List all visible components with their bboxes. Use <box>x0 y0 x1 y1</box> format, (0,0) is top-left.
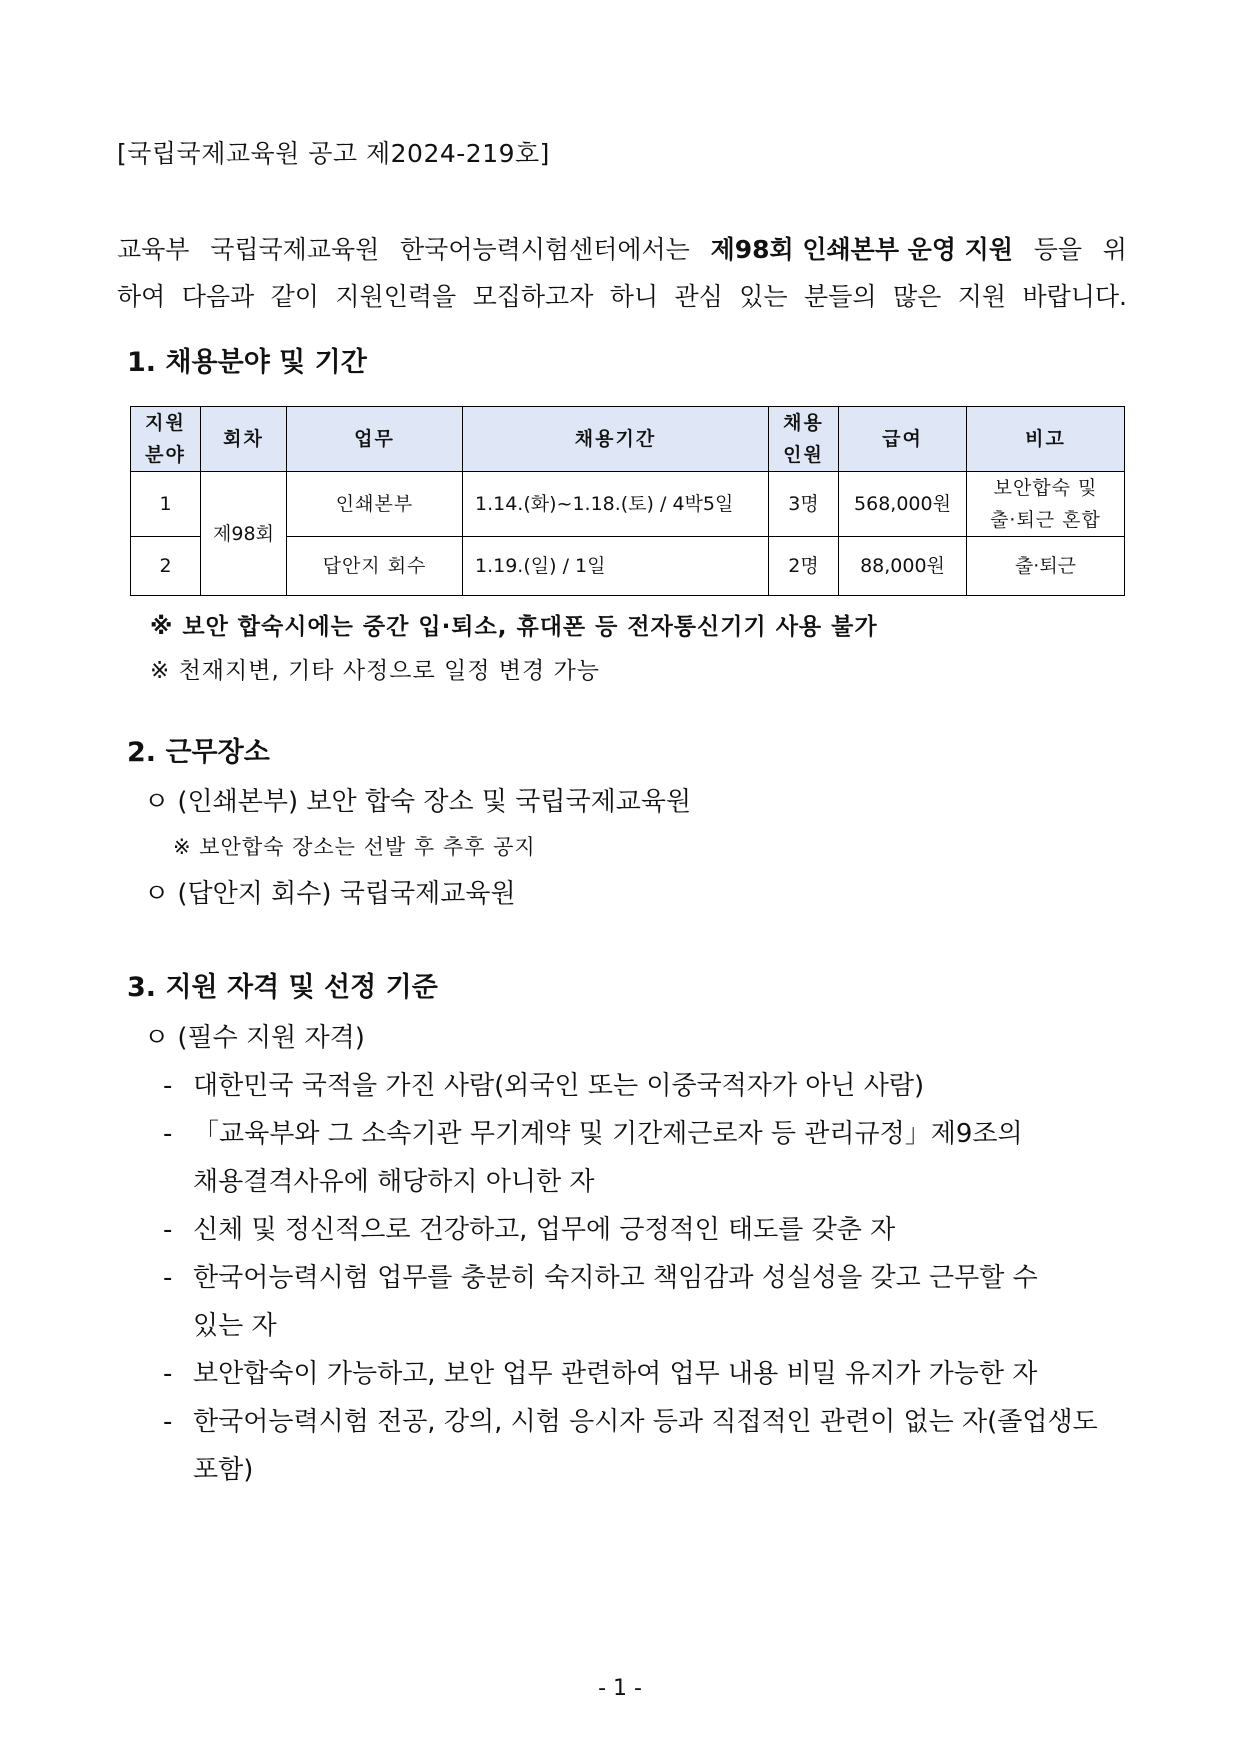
header-field: 지원 분야 <box>131 407 201 472</box>
intro-word: 있는 <box>739 282 788 311</box>
recruitment-table <box>130 406 1125 596</box>
cell-task: 답안지 회수 <box>287 537 463 596</box>
intro-word: 관심 <box>674 282 723 311</box>
cell-period: 1.19.(일) / 1일 <box>463 537 769 596</box>
intro-line-1 <box>117 226 1127 273</box>
security-note: ※ 보안 합숙시에는 중간 입·퇴소, 휴대폰 등 전자통신기기 사용 불가 <box>150 614 878 640</box>
cell-remark: 보안합숙 및 출·퇴근 혼합 <box>967 472 1125 537</box>
intro-word: 교육부 <box>117 235 190 264</box>
intro-highlight: 제98회 인쇄본부 운영 지원 <box>710 235 1013 264</box>
cell-session: 제98회 <box>201 472 287 596</box>
list-item-text-cont: 있는 자 <box>193 1311 277 1341</box>
intro-word: 많은 <box>892 282 942 311</box>
list-item <box>163 1254 1123 1350</box>
intro-word: 등을 <box>1033 235 1083 264</box>
workplace-collection: ㅇ (답안지 회수) 국립국제교육원 <box>144 879 516 909</box>
dash-mark: - <box>163 1407 173 1437</box>
qualification-list <box>163 1062 1123 1494</box>
cell-no: 1 <box>131 472 201 537</box>
cell-remark: 출·퇴근 <box>967 537 1125 596</box>
table-header-row <box>131 407 1125 472</box>
cell-task: 인쇄본부 <box>287 472 463 537</box>
list-item-text: 「교육부와 그 소속기관 무기계약 및 기간제근로자 등 관리규정」제9조의 <box>193 1119 1023 1149</box>
intro-paragraph <box>117 226 1127 320</box>
intro-word: 모집하고자 <box>472 282 594 311</box>
header-task: 업무 <box>287 407 463 472</box>
intro-word: 하니 <box>609 282 659 311</box>
list-item <box>163 1398 1123 1494</box>
intro-word: 한국어능력시험센터에서는 <box>400 235 690 264</box>
dash-mark: - <box>163 1215 173 1245</box>
cell-pay: 568,000원 <box>839 472 967 537</box>
list-item-text: 보안합숙이 가능하고, 보안 업무 관련하여 업무 내용 비밀 유지가 가능한 자 <box>193 1359 1038 1389</box>
intro-word: 하여 <box>117 282 166 311</box>
header-pay: 급여 <box>839 407 967 472</box>
dash-mark: - <box>163 1071 173 1101</box>
intro-word: 국립국제교육원 <box>210 235 380 264</box>
cell-period: 1.14.(화)~1.18.(토) / 4박5일 <box>463 472 769 537</box>
intro-word: 지원인력을 <box>335 282 457 311</box>
notice-number: [국립국제교육원 공고 제2024-219호] <box>117 139 550 168</box>
cell-count: 2명 <box>769 537 839 596</box>
intro-word: 지원 <box>957 282 1006 311</box>
list-item-text-cont: 채용결격사유에 해당하지 아니한 자 <box>193 1167 595 1197</box>
list-item-text: 한국어능력시험 업무를 충분히 숙지하고 책임감과 성실성을 갖고 근무할 수 <box>193 1263 1038 1293</box>
dash-mark: - <box>163 1359 173 1389</box>
workplace-printing: ㅇ (인쇄본부) 보안 합숙 장소 및 국립국제교육원 <box>144 787 692 817</box>
table-row <box>131 472 1125 537</box>
dash-mark: - <box>163 1263 173 1293</box>
header-session: 회차 <box>201 407 287 472</box>
list-item <box>163 1350 1123 1398</box>
list-item-text: 한국어능력시험 전공, 강의, 시험 응시자 등과 직접적인 관련이 없는 자(졸업생도 <box>193 1407 1098 1437</box>
required-qualification-heading: ㅇ (필수 지원 자격) <box>144 1023 365 1053</box>
list-item-text-cont: 포함) <box>193 1455 254 1485</box>
section-2-title: 2. 근무장소 <box>127 737 270 768</box>
dash-mark: - <box>163 1119 173 1149</box>
cell-pay: 88,000원 <box>839 537 967 596</box>
header-period: 채용기간 <box>463 407 769 472</box>
page-number: - 1 - <box>598 1676 642 1701</box>
intro-word: 다음과 <box>181 282 255 311</box>
section-3-title: 3. 지원 자격 및 선정 기준 <box>127 972 438 1003</box>
list-item-text: 신체 및 정신적으로 건강하고, 업무에 긍정적인 태도를 갖춘 자 <box>193 1215 896 1245</box>
cell-no: 2 <box>131 537 201 596</box>
header-count: 채용 인원 <box>769 407 839 472</box>
section-1-title: 1. 채용분야 및 기간 <box>127 347 367 378</box>
list-item <box>163 1110 1123 1206</box>
cell-count: 3명 <box>769 472 839 537</box>
intro-word: 분들의 <box>804 282 877 311</box>
header-remark: 비고 <box>967 407 1125 472</box>
intro-word: 위 <box>1102 235 1127 264</box>
list-item <box>163 1206 1123 1254</box>
intro-line-2 <box>117 273 1127 320</box>
list-item-text: 대한민국 국적을 가진 사람(외국인 또는 이중국적자가 아닌 사람) <box>193 1071 925 1101</box>
schedule-note: ※ 천재지변, 기타 사정으로 일정 변경 가능 <box>150 658 600 684</box>
intro-word: 같이 <box>270 282 319 311</box>
intro-word: 바랍니다. <box>1022 282 1127 311</box>
workplace-note: ※ 보안합숙 장소는 선발 후 추후 공지 <box>173 835 536 859</box>
list-item <box>163 1062 1123 1110</box>
